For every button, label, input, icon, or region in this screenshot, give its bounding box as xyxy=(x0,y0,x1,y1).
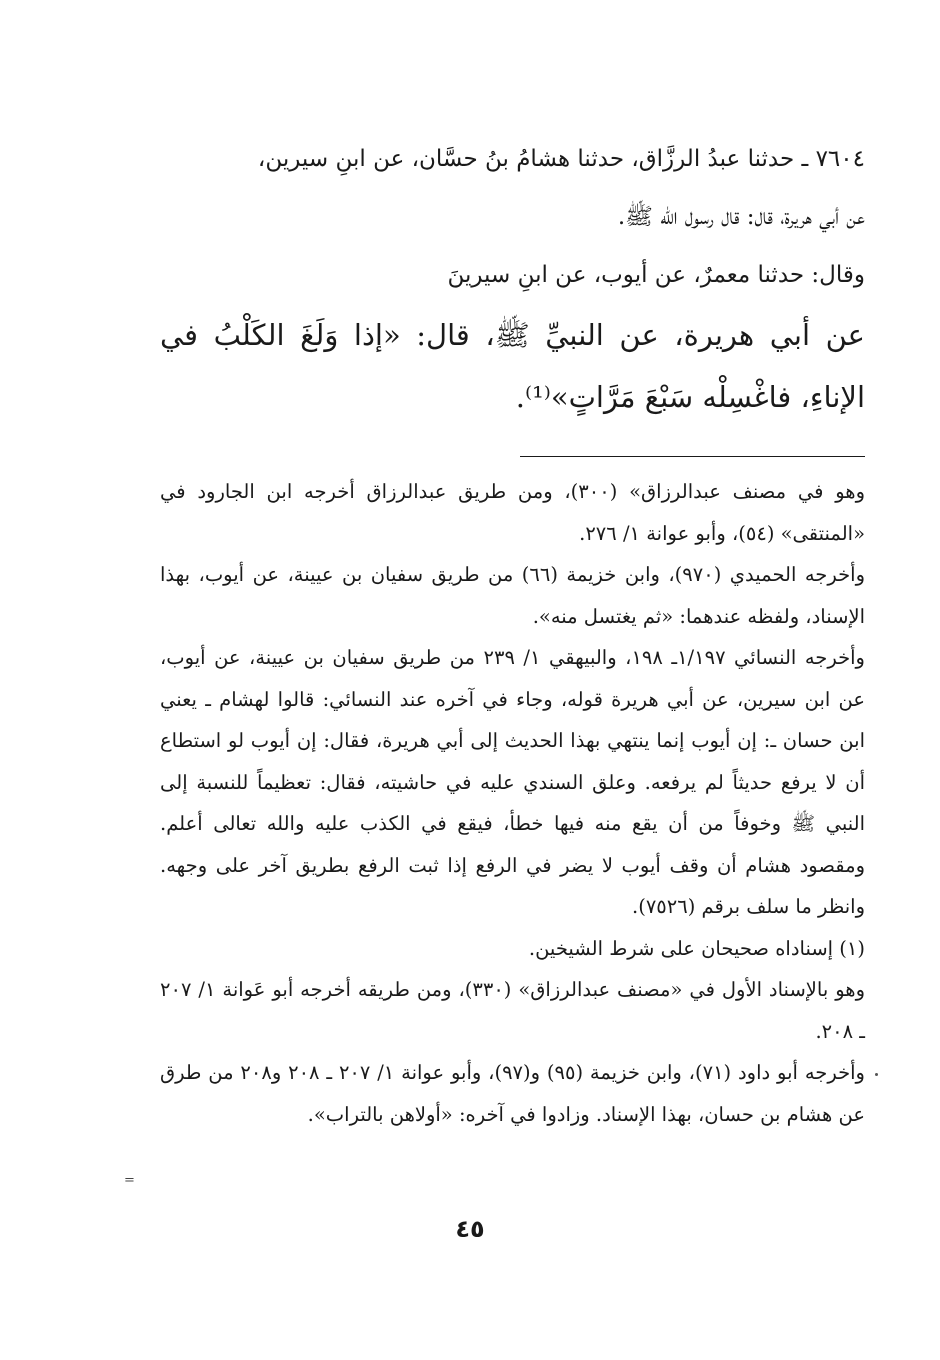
footnote-paragraph: وأخرجه أبو داود (٧١)، وابن خزيمة (٩٥) و(٩٧)، وأبو عوانة ١/ ٢٠٧ ـ ٢٠٨ و٢٠٨ من طرق عن هشام بن حسان، بهذا الإسناد. وزادوا في آخره: «أولاهن بالتراب». xyxy=(160,1061,865,1126)
footnote-divider xyxy=(520,456,865,457)
footnote-paragraph: (١) إسناداه صحيحان على شرط الشيخين. xyxy=(528,936,865,960)
footnote-paragraph: وأخرجه النسائي ١/١٩٧ـ ١٩٨، والبيهقي ١/ ٢٣٩ من طريق سفيان بن عيينة، عن أيوب، عن ابن سيرين، عن أبي هريرة قوله، وجاء في آخره عند النسائي: قالوا لهشام ـ يعني ابن حسان ـ: إن أيوب إنما ينتهي بهذا الحديث إلى أبي هريرة، فقال: إن أيوب لو استطاع أن لا يرفع حديثاً لم يرفعه. وعلق السندي عليه في حاشيته، فقال: تعظيماً للنسبة إلى النبي ﷺ وخوفاً من أن يقع منه فيها خطأ، فيقع في الكذب عليه والله تعالى أعلم. ومقصود هشام أن وقف أيوب لا يضر في الرفع إذا ثبت الرفع بطريق آخر على وجهه. وانظر ما سلف برقم (٧٥٢٦). xyxy=(160,646,865,918)
page-content xyxy=(160,130,865,1135)
footnote-paragraph: وهو بالإسناد الأول في «مصنف عبدالرزاق» (٣٣٠)، ومن طريقه أخرجه أبو عَوانة ١/ ٢٠٧ ـ ٢٠٨. xyxy=(160,978,865,1043)
page-number: ٤٥ xyxy=(455,1215,485,1243)
hadith-chain-line: عن أبي هريرة، قال: قال رسول الله ﷺ. xyxy=(617,204,865,230)
margin-mark: = xyxy=(124,1173,135,1188)
footnote-paragraph: وهو في مصنف عبدالرزاق» (٣٠٠)، ومن طريق عبدالرزاق أخرجه ابن الجارود في «المنتقى» (٥٤)، وأبو عوانة ١/ ٢٧٦. xyxy=(160,480,865,545)
hadith-chain-line: ٧٦٠٤ ـ حدثنا عبدُ الرزَّاق، حدثنا هشامُ بنُ حسَّان، عن ابنِ سيرين، xyxy=(257,146,865,172)
margin-dot xyxy=(875,1073,878,1076)
footnote-paragraph: وأخرجه الحميدي (٩٧٠)، وابن خزيمة (٦٦) من طريق سفيان بن عيينة، عن أيوب، بهذا الإسناد، ولفظه عندهما: «ثم يغتسل منه». xyxy=(160,563,866,628)
hadith-chain-line: وقال: حدثنا معمرٌ، عن أيوب، عن ابنِ سيرينَ xyxy=(447,262,865,288)
hadith-text: عن أبي هريرة، عن النبيِّ ﷺ، قال: «إذا وَلَغَ الكَلْبُ في الإناءِ، فاغْسِلْه سَبْعَ مَرَّاتٍ»⁽¹⁾. xyxy=(160,318,865,414)
